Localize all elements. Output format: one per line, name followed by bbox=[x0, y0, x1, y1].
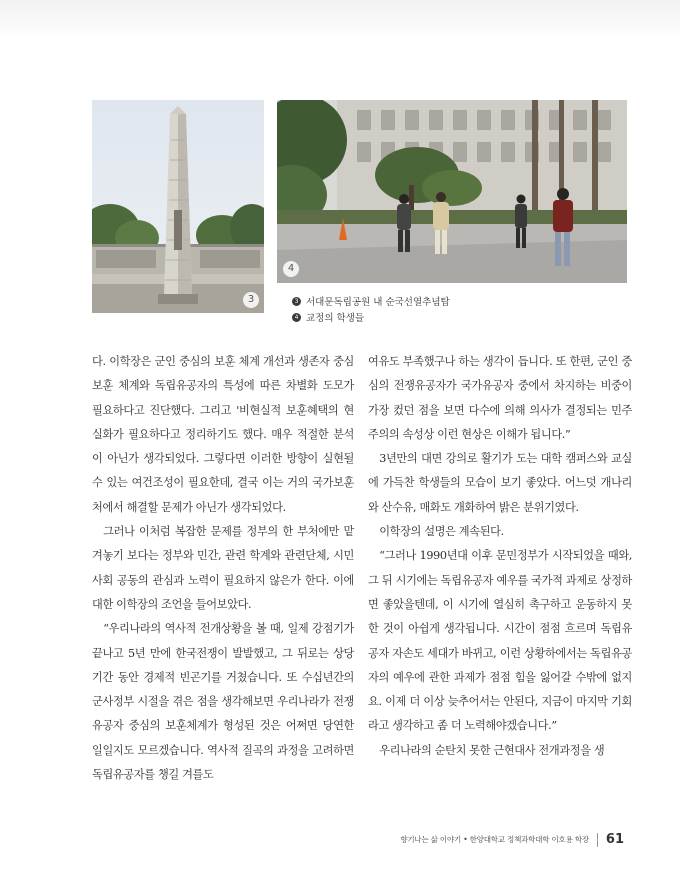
paragraph: 이학장의 설명은 계속된다. bbox=[379, 525, 504, 539]
caption-text: 서대문독립공원 내 순국선열추념탑 bbox=[306, 297, 450, 308]
paragraph: “우리나라의 역사적 전개상황을 볼 때, 일제 강점기가 끝나고 5년 만에 한국전쟁이 발발했고, 그 뒤로는 상당기간 동안 경제적 빈곤기를 거쳤습니다. 또 수십년간의 군사정부 시절을 겪은 점을 생각해보면 우리나라가 전쟁유공자 중심의 보훈체계가 형성된 것은 어쩌면 당연한 일일지도 모르겠습니다. 역사적 질곡의 과정을 고려하면 독립유공자를 챙길 겨를도 bbox=[92, 622, 354, 782]
footer-divider bbox=[597, 833, 598, 847]
paragraph: “그러나 1990년대 이후 문민정부가 시작되었을 때와, 그 뒤 시기에는 독립유공자 예우를 국가적 과제로 상정하면 좋았을텐데, 이 시기에 열심히 촉구하고 운동하지 못한 것이 아쉽게 생각됩니다. 시간이 점점 흐르며 독립유공자 자손도 세대가 바뀌고, 이런 상황하에서는 독립유공자의 예우에 관한 과제가 점점 힘을 잃어갈 수밖에 없지요. 이제 더 이상 늦추어서는 안된다, 지금이 마지막 기회라고 생각하고 좀 더 노력해야겠습니다.” bbox=[368, 549, 632, 733]
page-number: 61 bbox=[605, 832, 624, 847]
caption-text: 교정의 학생들 bbox=[306, 313, 365, 324]
campus-students-photo bbox=[277, 100, 627, 283]
paragraph: 우리나라의 순탄치 못한 근현대사 전개과정을 생 bbox=[379, 743, 605, 757]
top-band bbox=[0, 0, 680, 38]
caption-number-bullet: 4 bbox=[292, 313, 301, 322]
paragraph: 여유도 부족했구나 하는 생각이 듭니다. 또 한편, 군인 중심의 전쟁유공자가 국가유공자 중에서 차지하는 비중이 가장 컸던 점을 보면 다수에 의해 의사가 결정되는 민주주의의 속성상 이런 현상은 이해가 됩니다.” bbox=[368, 355, 632, 441]
running-footer-text: 향기나는 삶 이야기 • 한양대학교 정책과학대학 이호용 학장 bbox=[400, 835, 589, 844]
page-footer bbox=[400, 832, 624, 847]
body-column-right bbox=[368, 350, 632, 763]
caption-item bbox=[292, 293, 612, 309]
paragraph: 다. 이학장은 군인 중심의 보훈 체계 개선과 생존자 중심 보훈 체계와 독립유공자의 특성에 따른 차별화 도모가 필요하다고 진단했다. 그리고 '비현실적 보훈혜택의 현실화가 필요하다고 정리하기도 했다. 매우 적절한 분석이 아닌가 생각되었다. 그렇다면 이러한 방향이 실현될 수 있는 여건조성이 필요한데, 결국 이는 거의 국가보훈처에서 해결할 문제가 아닌가 생각되었다. bbox=[92, 355, 354, 514]
memorial-tower-photo bbox=[92, 100, 264, 313]
paragraph: 3년만의 대면 강의로 활기가 도는 대학 캠퍼스와 교실에 가득찬 학생들의 모습이 보기 좋았다. 어느덧 개나리와 산수유, 매화도 개화하여 밝은 분위기였다. bbox=[368, 452, 632, 514]
photo-captions bbox=[292, 293, 612, 325]
photo-number-badge: 3 bbox=[243, 292, 259, 308]
body-column-left bbox=[92, 350, 354, 787]
paragraph: 그러나 이처럼 복잡한 문제를 정부의 한 부처에만 맡겨놓기 보다는 정부와 민간, 관련 학계와 관련단체, 시민사회 공동의 관심과 노력이 필요하지 않은가 한다. 이에 대한 이학장의 조언을 들어보았다. bbox=[92, 525, 354, 611]
caption-item bbox=[292, 309, 612, 325]
caption-number-bullet: 3 bbox=[292, 297, 301, 306]
photo-number-badge: 4 bbox=[283, 261, 299, 277]
